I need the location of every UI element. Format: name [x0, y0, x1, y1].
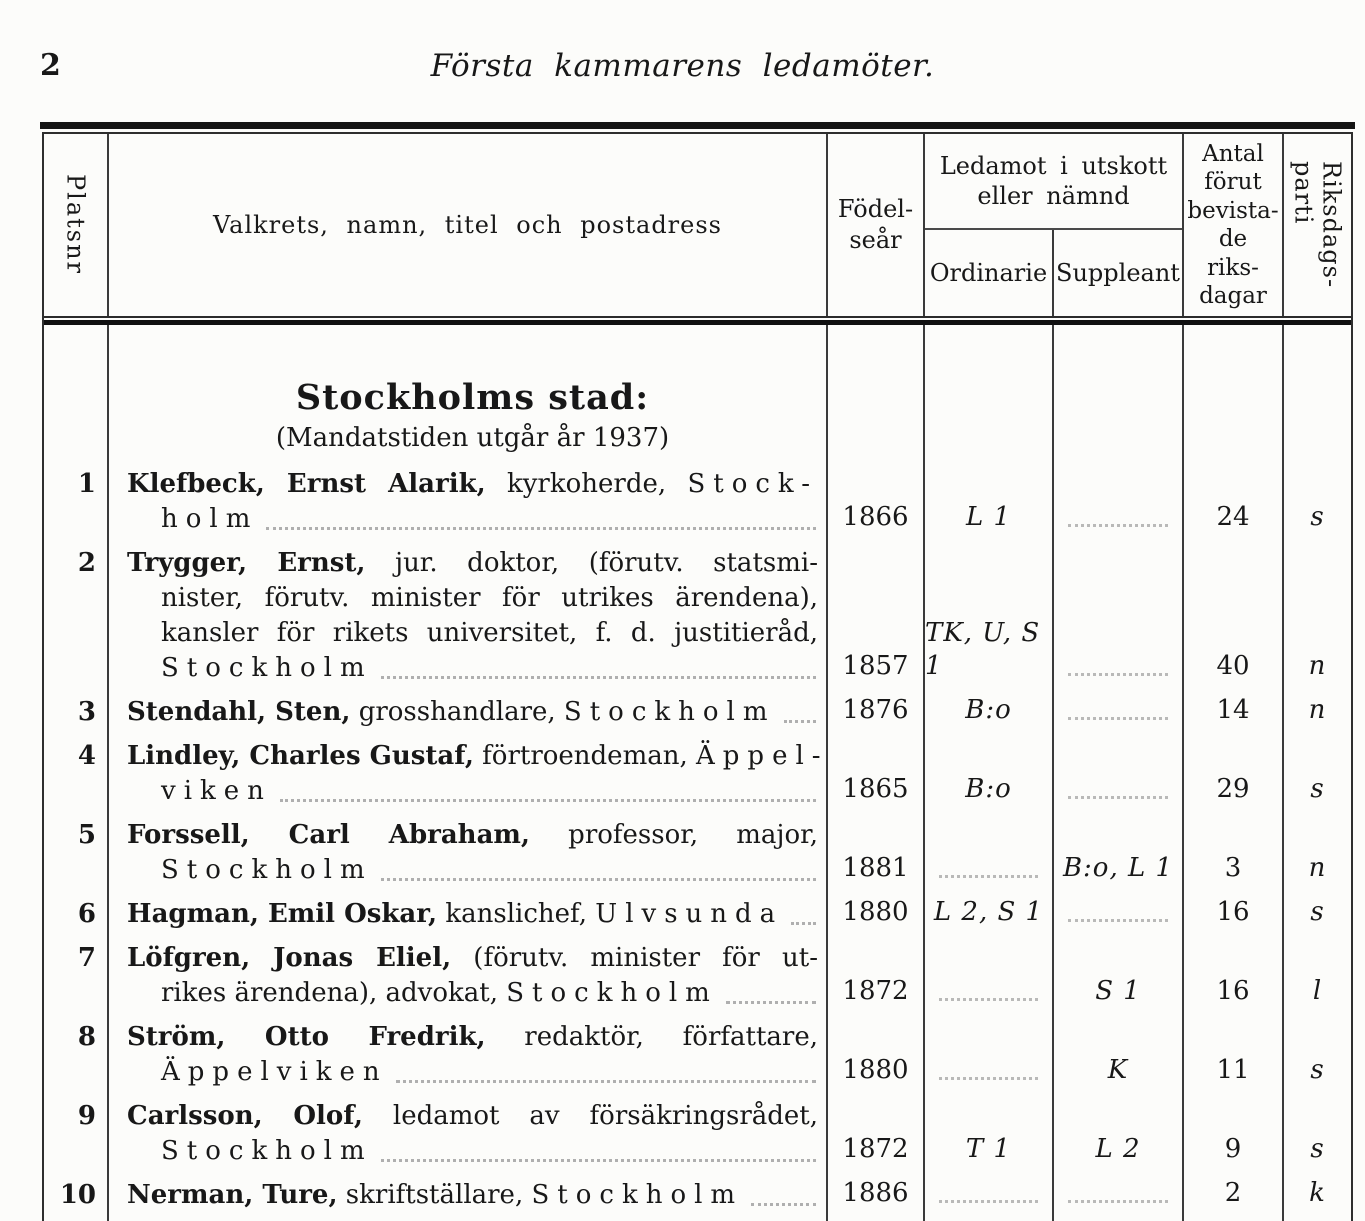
birth-year-cell: 1886 [828, 1177, 925, 1221]
suppleant-cell [1054, 1177, 1184, 1221]
dotted-leader [751, 1203, 816, 1206]
member-entry-cell: Klefbeck, Ernst Alarik, kyrkoherde, Stock- holm [109, 466, 828, 545]
parti-cell: k [1309, 1178, 1326, 1208]
members-table [42, 132, 1353, 1221]
section-empty-cell [925, 325, 1054, 466]
col-header-riksdagsparti-cell [1284, 134, 1351, 316]
antal-riksdagar-cell: 3 [1184, 817, 1284, 896]
dotted-placeholder [1068, 919, 1168, 922]
dotted-placeholder [939, 1200, 1038, 1203]
col-header-ledamot: Ledamot i utskott eller nämnd [925, 134, 1182, 230]
suppleant-cell: S 1 [1054, 940, 1184, 1019]
parti-cell: l [1312, 976, 1323, 1006]
dotted-placeholder [939, 1077, 1038, 1080]
section-empty-cell [1284, 325, 1351, 466]
dotted-placeholder [1068, 673, 1168, 676]
section-empty-cell [44, 325, 109, 466]
ordinarie-cell: L 2, S 1 [925, 896, 1054, 940]
table-body [44, 325, 1351, 1221]
dotted-leader [396, 1080, 816, 1083]
member-entry-cell: Nerman, Ture, skriftställare, Stockholm [109, 1177, 828, 1221]
section-empty-cell [1054, 325, 1184, 466]
dotted-placeholder [1068, 796, 1168, 799]
parti-cell: s [1310, 1055, 1325, 1085]
antal-riksdagar-cell: 11 [1184, 1019, 1284, 1098]
antal-riksdagar-cell: 14 [1184, 694, 1284, 738]
suppleant-cell: L 2 [1054, 1098, 1184, 1177]
header-divider [44, 316, 1351, 325]
member-entry-cell: Ström, Otto Fredrik, redaktör, författare, Äppelviken [109, 1019, 828, 1098]
ordinarie-cell: L 1 [925, 466, 1054, 545]
section-empty-cell [1184, 325, 1284, 466]
birth-year-cell: 1876 [828, 694, 925, 738]
parti-cell: s [1310, 502, 1325, 532]
ordinarie-cell: B:o [925, 694, 1054, 738]
antal-riksdagar-cell: 16 [1184, 940, 1284, 1019]
col-header-platsnr-cell [44, 134, 109, 316]
col-header-suppleant: Suppleant [1056, 259, 1180, 287]
parti-cell: s [1310, 774, 1325, 804]
antal-riksdagar-cell: 24 [1184, 466, 1284, 545]
antal-riksdagar-cell: 40 [1184, 545, 1284, 694]
parti-cell: n [1308, 853, 1327, 883]
birth-year-cell: 1880 [828, 896, 925, 940]
antal-riksdagar-cell: 29 [1184, 738, 1284, 817]
col-header-valkrets: Valkrets, namn, titel och postadress [109, 134, 828, 316]
section-heading: Stockholms stad: [295, 377, 650, 418]
ordinarie-cell: B:o [925, 738, 1054, 817]
dotted-leader [381, 878, 816, 881]
suppleant-cell [1054, 738, 1184, 817]
table-header [44, 134, 1351, 316]
suppleant-cell: K [1054, 1019, 1184, 1098]
birth-year-cell: 1866 [828, 466, 925, 545]
suppleant-cell [1054, 694, 1184, 738]
ordinarie-cell [925, 1177, 1054, 1221]
dotted-leader [791, 922, 816, 925]
section-cell [109, 325, 828, 466]
dotted-leader [726, 1001, 816, 1004]
member-entry-cell: Carlsson, Olof, ledamot av försäkringsrådet, Stockholm [109, 1098, 828, 1177]
seat-number-cell: 1 [44, 466, 109, 545]
col-header-platsnr: Platsnr [61, 174, 90, 276]
dotted-leader [381, 1159, 816, 1162]
ordinarie-cell [925, 940, 1054, 1019]
section-empty-cell [828, 325, 925, 466]
seat-number-cell: 3 [44, 694, 109, 738]
suppleant-cell: B:o, L 1 [1054, 817, 1184, 896]
ordinarie-cell: T 1 [925, 1098, 1054, 1177]
dotted-leader [280, 799, 816, 802]
page-header [0, 0, 1365, 122]
suppleant-cell [1054, 545, 1184, 694]
birth-year-cell: 1865 [828, 738, 925, 817]
seat-number-cell: 4 [44, 738, 109, 817]
member-entry-cell: Trygger, Ernst, jur. doktor, (förutv. statsmi- nister, förutv. minister för utrikes ärendena), kansler för rikets universitet, f. d. justitieråd, Stockholm [109, 545, 828, 694]
ordinarie-cell [925, 1019, 1054, 1098]
dotted-placeholder [1068, 524, 1168, 527]
top-rule [40, 122, 1355, 129]
suppleant-cell [1054, 466, 1184, 545]
parti-cell: s [1310, 1134, 1325, 1164]
member-entry-cell: Stendahl, Sten, grosshandlare, Stockholm [109, 694, 828, 738]
seat-number-cell: 2 [44, 545, 109, 694]
seat-number-cell: 10 [44, 1177, 109, 1221]
dotted-leader [266, 527, 816, 530]
col-header-ordinarie: Ordinarie [925, 230, 1054, 316]
birth-year-cell: 1872 [828, 1098, 925, 1177]
birth-year-cell: 1880 [828, 1019, 925, 1098]
parti-cell: s [1310, 897, 1325, 927]
birth-year-cell: 1872 [828, 940, 925, 1019]
dotted-placeholder [1068, 717, 1168, 720]
member-entry-cell: Lindley, Charles Gustaf, förtroendeman, Äppel- viken [109, 738, 828, 817]
page-number: 2 [40, 48, 61, 83]
antal-riksdagar-cell: 9 [1184, 1098, 1284, 1177]
col-header-fodelsear: Födel- seår [828, 134, 925, 316]
ordinarie-cell: TK, U, S 1 [925, 545, 1054, 694]
member-entry-cell: Löfgren, Jonas Eliel, (förutv. minister för ut- rikes ärendena), advokat, Stockholm [109, 940, 828, 1019]
parti-cell: n [1308, 695, 1327, 725]
ordinarie-cell [925, 817, 1054, 896]
member-entry-cell: Hagman, Emil Oskar, kanslichef, Ulvsunda [109, 896, 828, 940]
birth-year-cell: 1881 [828, 817, 925, 896]
suppleant-cell [1054, 896, 1184, 940]
member-entry-cell: Forssell, Carl Abraham, professor, major, Stockholm [109, 817, 828, 896]
col-header-antal: Antal förut bevista- de riks- dagar [1184, 134, 1284, 316]
col-header-riksdagsparti: Riksdags- parti [1289, 161, 1346, 289]
birth-year-cell: 1857 [828, 545, 925, 694]
antal-riksdagar-cell: 16 [1184, 896, 1284, 940]
seat-number-cell: 7 [44, 940, 109, 1019]
page-title: Första kammarens ledamöter. [430, 48, 935, 84]
section-subheading: (Mandatstiden utgår år 1937) [275, 423, 670, 453]
dotted-leader [784, 720, 816, 723]
dotted-leader [381, 676, 816, 679]
col-header-ledamot-group [925, 134, 1184, 316]
ledamot-subheaders [925, 230, 1182, 316]
parti-cell: n [1308, 651, 1327, 681]
seat-number-cell: 8 [44, 1019, 109, 1098]
dotted-placeholder [939, 875, 1038, 878]
seat-number-cell: 6 [44, 896, 109, 940]
dotted-placeholder [1068, 1200, 1168, 1203]
seat-number-cell: 9 [44, 1098, 109, 1177]
dotted-placeholder [939, 998, 1038, 1001]
antal-riksdagar-cell: 2 [1184, 1177, 1284, 1221]
seat-number-cell: 5 [44, 817, 109, 896]
